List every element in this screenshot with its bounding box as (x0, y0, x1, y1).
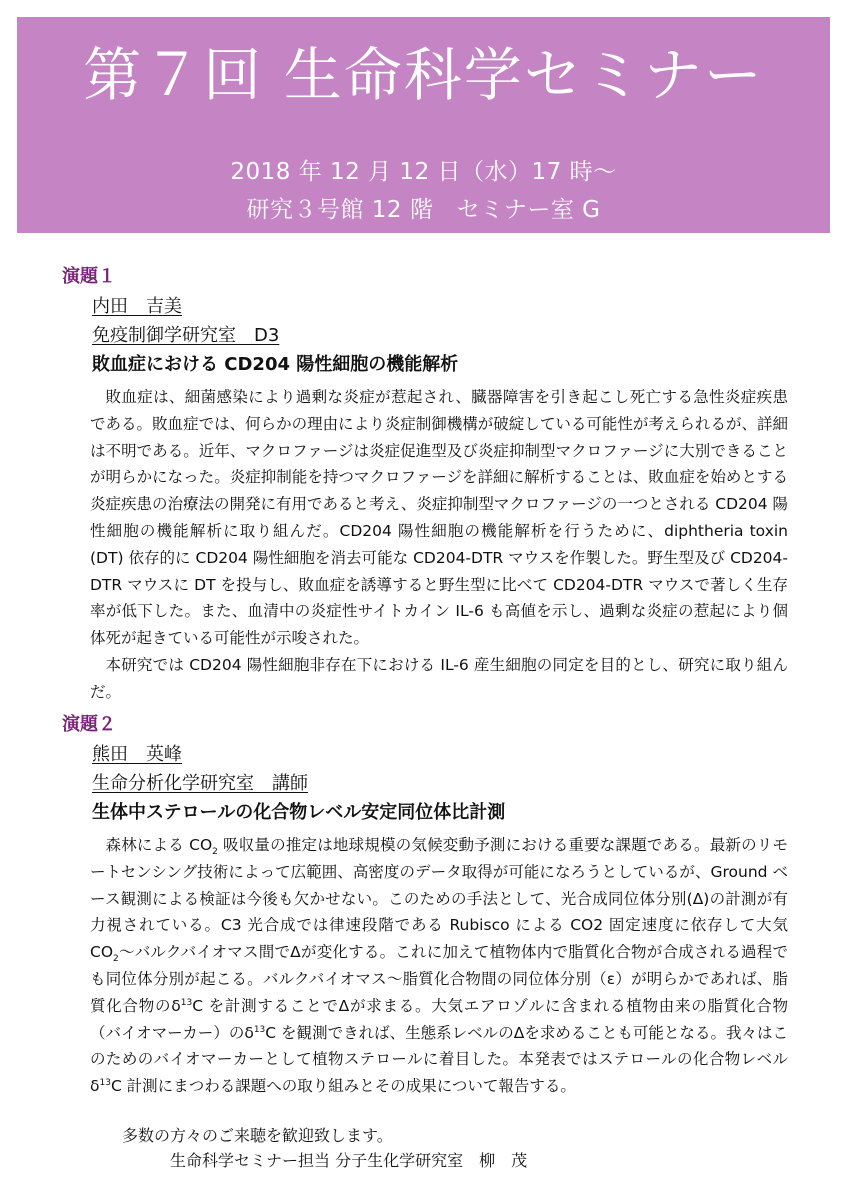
talk-2-speaker: 熊田 英峰 (92, 744, 182, 765)
talk-1-title: 敗血症における CD204 陽性細胞の機能解析 (92, 354, 459, 375)
talk-1-abstract-paragraph-2: 本研究では CD204 陽性細胞非存在下における IL-6 産生細胞の同定を目的とし、研究に取り組んだ。 (90, 655, 788, 701)
talk-2-title: 生体中ステロールの化合物レベル安定同位体比計測 (92, 802, 506, 823)
talk-2-abstract (90, 832, 788, 1100)
talk-2-affiliation: 生命分析化学研究室 講師 (92, 773, 308, 794)
page-title: 第７回 生命科学セミナー (83, 41, 764, 109)
contact-line: 生命科学セミナー担当 分子生化学研究室 柳 茂 (170, 1151, 528, 1170)
talk-2-abstract-paragraph: 森林による $CO_2$ 吸収量の推定は地球規模の気候変動予測における重要な課題である。最新のリモートセンシング技術によって広範囲、高密度のデータ取得が可能になろうとしているが、Ground ベース観測による検証は今後も欠かせない。このための手法として、光合成同位体分別(Δ)の計測が有力視されている。C3 光合成では律速段階である Rubisco による CO2 固定速度に依存して大気 $CO_2$〜バルクバイオマス間でΔが変化する。これに加えて植物体内で脂質化合物が合成される過程でも同位体分別が起こる。バルクバイオマス〜脂質化合物間の同位体分別（ε）が明らかであれば、脂質化合物の$\delta^{13}C$ を計測することでΔが求まる。大気エアロゾルに含まれる植物由来の脂質化合物（バイオマーカー）の$\delta^{13}C$ を観測できれば、生態系レベルのΔを求めることも可能となる。我々はこのためのバイオマーカーとして植物ステロールに着目した。本発表ではステロールの化合物レベル$\delta^{13}C$ 計測にまつわる課題への取り組みとその成果について報告する。 (90, 836, 789, 1096)
talk-1-speaker: 内田 吉美 (92, 296, 182, 317)
talk-1-abstract-paragraph-1: 敗血症は、細菌感染により過剰な炎症が惹起され、臓器障害を引き起こし死亡する急性炎症疾患である。敗血症では、何らかの理由により炎症制御機構が破綻している可能性が考えられるが、詳細は不明である。近年、マクロファージは炎症促進型及び炎症抑制型マクロファージに大別できることが明らかになった。炎症抑制能を持つマクロファージを詳細に解析することは、敗血症を始めとする炎症疾患の治療法の開発に有用であると考え、炎症抑制型マクロファージの一つとされる CD204 陽性細胞の機能解析に取り組んだ。CD204 陽性細胞の機能解析を行うために、diphtheria toxin (DT) 依存的に CD204 陽性細胞を消去可能な CD204-DTR マウスを作製した。野生型及び CD204-DTR マウスに DT を投与し、敗血症を誘導すると野生型に比べて CD204-DTR マウスで著しく生存率が低下した。また、血清中の炎症性サイトカイン IL-6 も高値を示し、過剰な炎症の惹起により個体死が起きている可能性が示唆された。 (90, 388, 789, 648)
seminar-venue: 研究３号館 12 階 セミナー室 G (246, 197, 601, 223)
welcome-message: 多数の方々のご来聴を歓迎致します。 (122, 1126, 393, 1145)
seminar-date: 2018 年 12 月 12 日（水）17 時〜 (230, 159, 617, 185)
talk-1-affiliation: 免疫制御学研究室 D3 (92, 325, 280, 346)
talk-1-abstract (90, 384, 788, 706)
talk-2-label: 演題２ (62, 714, 116, 735)
header-banner (17, 17, 830, 233)
talk-1-label: 演題１ (62, 266, 116, 287)
